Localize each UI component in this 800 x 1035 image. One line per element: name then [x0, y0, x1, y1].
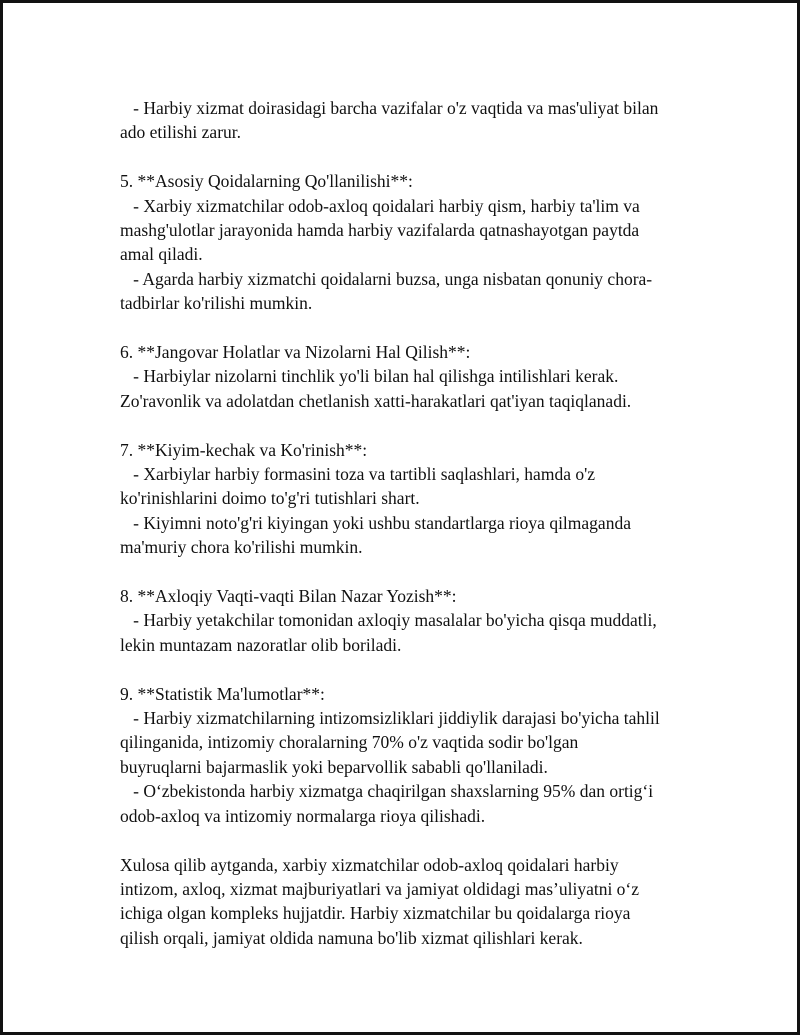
- paragraph-gap: [120, 316, 690, 340]
- paragraph: - Harbiy xizmat doirasidagi barcha vazifalar o'z vaqtida va mas'uliyat bilan ado etilishi zarur.: [120, 98, 659, 143]
- paragraph-gap: [120, 560, 690, 584]
- paragraph: 8. **Axloqiy Vaqti-vaqti Bilan Nazar Yozish**: - Harbiy yetakchilar tomonidan axloqiy masalalar bo'yicha qisqa muddatli, lekin muntazam nazoratlar olib boriladi.: [120, 586, 657, 655]
- paragraph-gap: [120, 828, 690, 852]
- paragraph: 6. **Jangovar Holatlar va Nizolarni Hal Qilish**: - Harbiylar nizolarni tinchlik yo'li bilan hal qilishga intilishlari kerak. Zo'ravonlik va adolatdan chetlanish xatti-harakatlari qat'iyan taqiqlanadi.: [120, 342, 632, 411]
- paragraph: 7. **Kiyim-kechak va Ko'rinish**: - Xarbiylar harbiy formasini toza va tartibli saqlashlari, hamda o'z ko'rinishlarini doimo to'g'ri tutishlari shart. - Kiyimni noto'g'ri kiyingan yoki ushbu standartlarga rioya qilmaganda ma'muriy chora ko'rilishi mumkin.: [120, 439, 631, 558]
- document-body: [120, 96, 690, 950]
- paragraph: 5. **Asosiy Qoidalarning Qo'llanilishi**: - Xarbiy xizmatchilar odob-axloq qoidalari harbiy qism, harbiy ta'lim va mashg'ulotlar jarayonida hamda harbiy vazifalarda qatnashayotgan paytda amal qiladi. - Agarda harbiy xizmatchi qoidalarni buzsa, unga nisbatan qonuniy chora- tadbirlar ko'rilishi mumkin.: [120, 171, 653, 314]
- paragraph: 9. **Statistik Ma'lumotlar**: - Harbiy xizmatchilarning intizomsizliklari jiddiylik darajasi bo'yicha tahlil qilinganida, intizomiy choralarning 70% o'z vaqtida sodir bo'lgan buyruqlarni bajarmaslik yoki beparvollik sababli qo'llaniladi. - O‘zbekistonda harbiy xizmatga chaqirilgan shaxslarning 95% dan ortig‘i odob-axloq va intizomiy normalarga rioya qilishadi.: [120, 683, 660, 826]
- paragraph-gap: [120, 657, 690, 681]
- paragraph-gap: [120, 413, 690, 437]
- paragraph: Xulosa qilib aytganda, xarbiy xizmatchilar odob-axloq qoidalari harbiy intizom, axloq, xizmat majburiyatlari va jamiyat oldidagi mas’uliyatni o‘z ichiga olgan kompleks hujjatdir. Harbiy xizmatchilar bu qoidalarga rioya qilish orqali, jamiyat oldida namuna bo'lib xizmat qilishlari kerak.: [120, 854, 640, 948]
- paragraph-gap: [120, 145, 690, 169]
